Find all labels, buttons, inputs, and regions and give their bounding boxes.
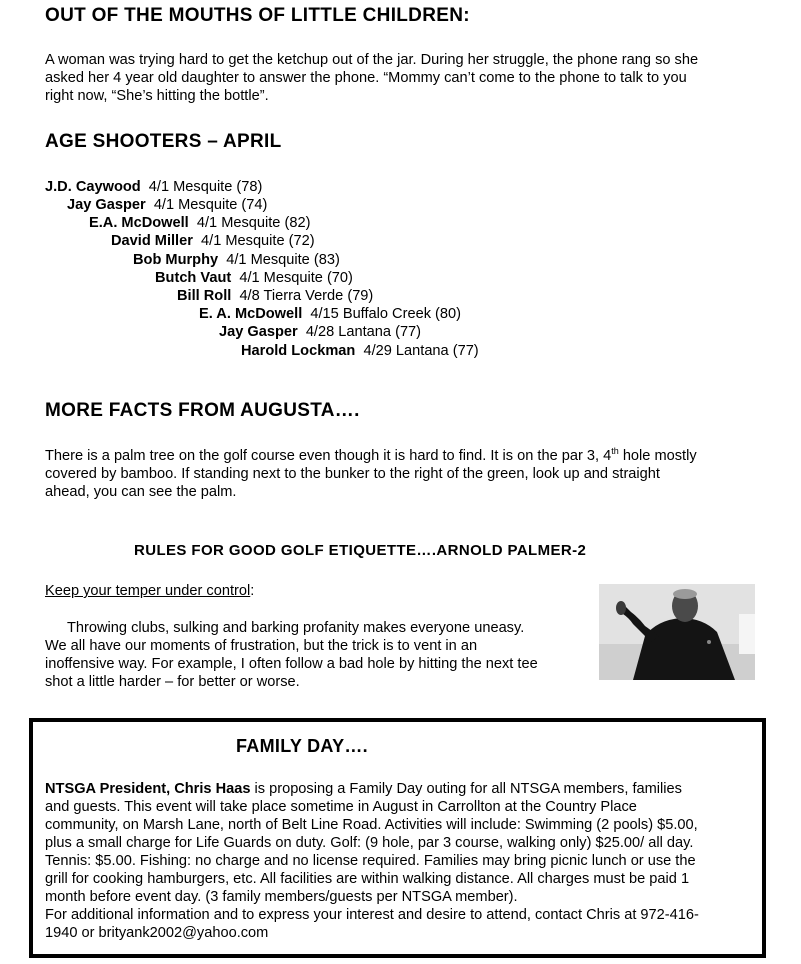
age-shooter-entry — [67, 196, 267, 214]
age-shooter-entry — [241, 342, 479, 360]
golfer-name: Harold Lockman — [241, 343, 356, 359]
golfer-name: David Miller — [111, 233, 193, 249]
paragraph-line: ahead, you can see the palm. — [45, 484, 237, 500]
paragraph-line: shot a little harder – for better or worse. — [45, 674, 300, 690]
golfer-name: E.A. McDowell — [89, 215, 189, 231]
president-name: NTSGA President, Chris Haas — [45, 781, 251, 797]
paragraph-line: For additional information and to express your interest and desire to attend, contact Chris at 972-416- — [45, 907, 699, 923]
etiquette-paragraph — [45, 619, 585, 691]
golfer-name: Bill Roll — [177, 288, 232, 304]
round-detail: 4/28 Lantana (77) — [305, 324, 422, 340]
paragraph-line — [45, 447, 785, 465]
paragraph-line: right now, “She’s hitting the bottle”. — [45, 88, 269, 104]
age-shooter-entry — [199, 305, 461, 323]
age-shooter-entry — [133, 251, 340, 269]
augusta-paragraph — [45, 447, 785, 501]
golfer-name: Jay Gasper — [67, 197, 146, 213]
golfer-name: J.D. Caywood — [45, 179, 141, 195]
paragraph-line: plus a small charge for Life Guards on duty. Golf: (9 hole, par 3 course, walking only) $25.00/ all day. — [45, 835, 694, 851]
paragraph-line: month before event day. (3 family members/guests per NTSGA member). — [45, 889, 518, 905]
golfer-name: Jay Gasper — [219, 324, 298, 340]
golfer-silhouette-icon — [599, 584, 755, 680]
age-shooters-heading: AGE SHOOTERS – APRIL — [45, 131, 282, 152]
round-detail: 4/8 Tierra Verde (79) — [239, 288, 374, 304]
golfer-name: Bob Murphy — [133, 252, 219, 268]
augusta-heading: MORE FACTS FROM AUGUSTA…. — [45, 400, 360, 421]
age-shooter-entry — [111, 232, 315, 250]
family-day-heading: FAMILY DAY…. — [236, 736, 368, 756]
paragraph-line: A woman was trying hard to get the ketchup out of the jar. During her struggle, the phone rang so she — [45, 52, 699, 68]
round-detail: 4/15 Buffalo Creek (80) — [310, 306, 461, 322]
etiquette-subtitle — [45, 582, 254, 600]
paragraph-text: There is a palm tree on the golf course even though it is hard to find. It is on the par 3, 4 — [45, 448, 612, 464]
paragraph-text: is proposing a Family Day outing for all NTSGA members, families — [250, 781, 682, 797]
children-paragraph — [45, 51, 785, 105]
paragraph-line: and guests. This event will take place sometime in August in Carrollton at the Country Place — [45, 799, 637, 815]
paragraph-text: hole mostly — [618, 448, 697, 464]
children-heading: OUT OF THE MOUTHS OF LITTLE CHILDREN: — [45, 5, 470, 26]
age-shooter-entry — [177, 287, 373, 305]
paragraph-line: Tennis: $5.00. Fishing: no charge and no license required. Families may bring picnic lunch or use the — [45, 853, 696, 869]
paragraph-line: We all have our moments of frustration, but the trick is to vent in an — [45, 638, 478, 654]
contact-line: 1940 or brityank2002@yahoo.com — [45, 925, 269, 941]
subtitle-colon: : — [250, 583, 255, 599]
paragraph-line: Throwing clubs, sulking and barking profanity makes everyone uneasy. — [67, 620, 525, 636]
round-detail: 4/1 Mesquite (74) — [153, 197, 268, 213]
round-detail: 4/1 Mesquite (78) — [148, 179, 263, 195]
age-shooter-entry — [155, 269, 353, 287]
age-shooter-entry — [45, 178, 262, 196]
paragraph-line: covered by bamboo. If standing next to the bunker to the right of the green, look up and straight — [45, 466, 660, 482]
ordinal-suffix: th — [611, 446, 619, 457]
round-detail: 4/1 Mesquite (72) — [201, 233, 315, 249]
paragraph-line: inoffensive way. For example, I often follow a bad hole by hitting the next tee — [45, 656, 538, 672]
golfer-name: E. A. McDowell — [199, 306, 303, 322]
round-detail: 4/1 Mesquite (70) — [239, 270, 353, 286]
family-day-paragraph — [45, 780, 760, 942]
paragraph-line: community, on Marsh Lane, north of Belt Line Road. Activities will include: Swimming (2 pools) $5.00, — [45, 817, 698, 833]
round-detail: 4/29 Lantana (77) — [363, 343, 479, 359]
age-shooter-entry — [89, 214, 310, 232]
round-detail: 4/1 Mesquite (83) — [226, 252, 340, 268]
round-detail: 4/1 Mesquite (82) — [196, 215, 311, 231]
golfer-name: Butch Vaut — [155, 270, 232, 286]
paragraph-line: grill for cooking hamburgers, etc. All facilities are within walking distance. All charges must be paid 1 — [45, 871, 690, 887]
golfer-photo — [599, 584, 755, 680]
subtitle-text: Keep your temper under control — [45, 583, 251, 599]
etiquette-heading: RULES FOR GOOD GOLF ETIQUETTE….ARNOLD PALMER-2 — [134, 542, 587, 559]
paragraph-line: asked her 4 year old daughter to answer the phone. “Mommy can’t come to the phone to talk to you — [45, 70, 687, 86]
paragraph-line — [45, 780, 760, 798]
age-shooter-entry — [219, 323, 421, 341]
